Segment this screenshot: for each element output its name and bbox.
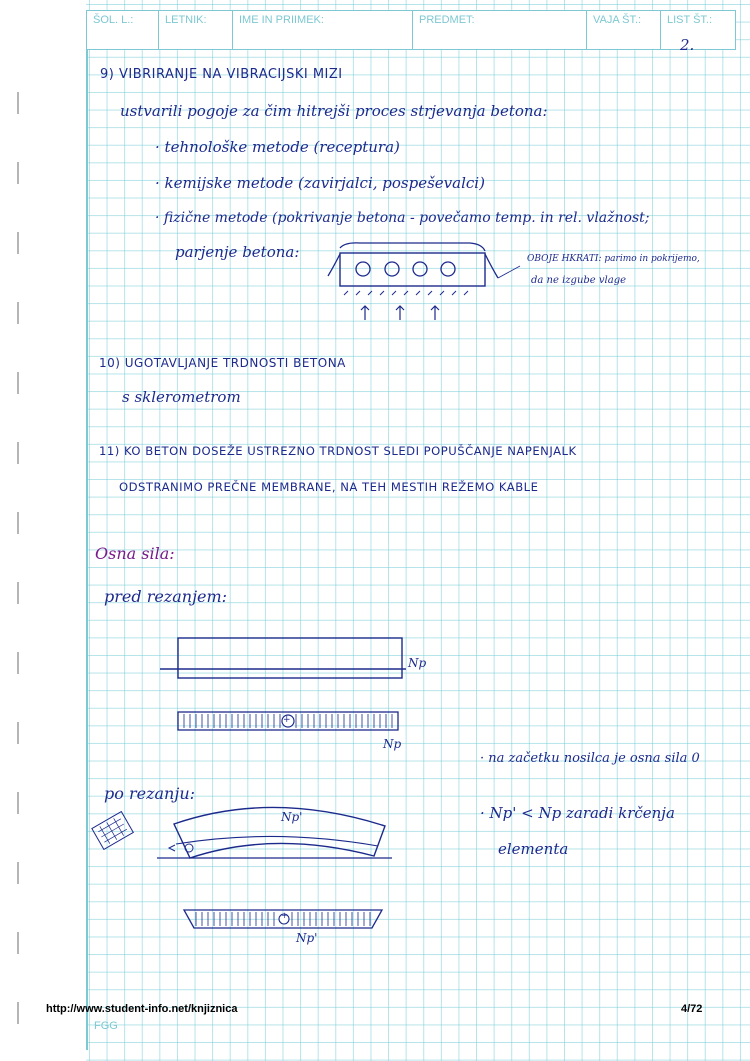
binding-mark xyxy=(17,932,19,954)
step-11-detail: ODSTRANIMO PREČNE MEMBRANE, NA TEH MESTIH REŽEMO KABLE xyxy=(119,480,539,494)
conditions-line: ustvarili pogoje za čim hitrejši proces strjevanja betona: xyxy=(120,102,548,120)
np-prime-label-1: Np' xyxy=(281,810,303,824)
axial-force-heading: Osna sila: xyxy=(95,544,175,563)
binding-mark xyxy=(17,442,19,464)
header-field-school: ŠOL. L.: xyxy=(87,11,159,49)
steaming-sketch xyxy=(320,236,520,326)
binding-mark xyxy=(17,372,19,394)
footer-url[interactable]: http://www.student-info.net/knjiznica xyxy=(46,1003,238,1015)
beam-before-cutting xyxy=(150,630,420,760)
header-field-subject: PREDMET: xyxy=(413,11,587,49)
header-field-year: LETNIK: xyxy=(159,11,233,49)
note-shrinkage: · Np' < Np zaradi krčenja xyxy=(480,804,675,822)
step-11-heading: 11) KO BETON DOSEŽE USTREZNO TRDNOST SLEDI POPUŠČANJE NAPENJALK xyxy=(99,444,577,458)
left-margin xyxy=(0,0,86,1061)
sheet-header xyxy=(86,10,736,50)
note-shrinkage-2: elementa xyxy=(498,840,569,858)
binding-mark xyxy=(17,722,19,744)
binding-mark xyxy=(17,792,19,814)
margin-line xyxy=(86,10,88,1050)
step-10-heading: 10) UGOTAVLJANJE TRDNOSTI BETONA xyxy=(99,356,346,370)
header-field-exercise: VAJA ŠT.: xyxy=(587,11,661,49)
page-number: 4/72 xyxy=(681,1003,703,1015)
binding-mark xyxy=(17,582,19,604)
plus-sign-1: + xyxy=(283,715,291,725)
sclerometer-line: s sklerometrom xyxy=(122,388,241,406)
sheet-number: 2. xyxy=(680,36,695,54)
binding-mark xyxy=(17,512,19,534)
header-field-sheet: LIST ŠT.: xyxy=(667,14,713,26)
side-note-2: da ne izgube vlage xyxy=(531,275,627,286)
step-9-heading: 9) VIBRIRANJE NA VIBRACIJSKI MIZI xyxy=(100,67,343,82)
binding-mark xyxy=(17,652,19,674)
beam-after-cutting xyxy=(92,800,402,940)
before-cutting-label: pred rezanjem: xyxy=(104,587,228,606)
np-prime-label-2: Np' xyxy=(296,931,318,945)
footer-fgg: FGG xyxy=(94,1020,118,1032)
plus-sign-2: + xyxy=(281,911,288,920)
bullet-chemical: · kemijske metode (zavirjalci, pospeševalci) xyxy=(155,174,485,192)
after-cutting-label: po rezanju: xyxy=(104,784,196,803)
bullet-technological: · tehnološke metode (receptura) xyxy=(155,138,400,156)
note-zero-force: · na začetku nosilca je osna sila 0 xyxy=(480,751,700,766)
binding-mark xyxy=(17,862,19,884)
np-label-2: Np xyxy=(383,737,402,751)
binding-mark xyxy=(17,232,19,254)
binding-mark xyxy=(17,302,19,324)
bullet-physical: · fizične metode (pokrivanje betona - povečamo temp. in rel. vlažnost; xyxy=(155,210,650,226)
steaming-label: parjenje betona: xyxy=(175,243,300,261)
binding-mark xyxy=(17,162,19,184)
side-note-1: OBOJE HKRATI: parimo in pokrijemo, xyxy=(527,254,700,264)
binding-mark xyxy=(17,1002,19,1024)
header-field-name: IME IN PRIIMEK: xyxy=(233,11,413,49)
binding-mark xyxy=(17,92,19,114)
np-label-1: Np xyxy=(408,656,427,670)
